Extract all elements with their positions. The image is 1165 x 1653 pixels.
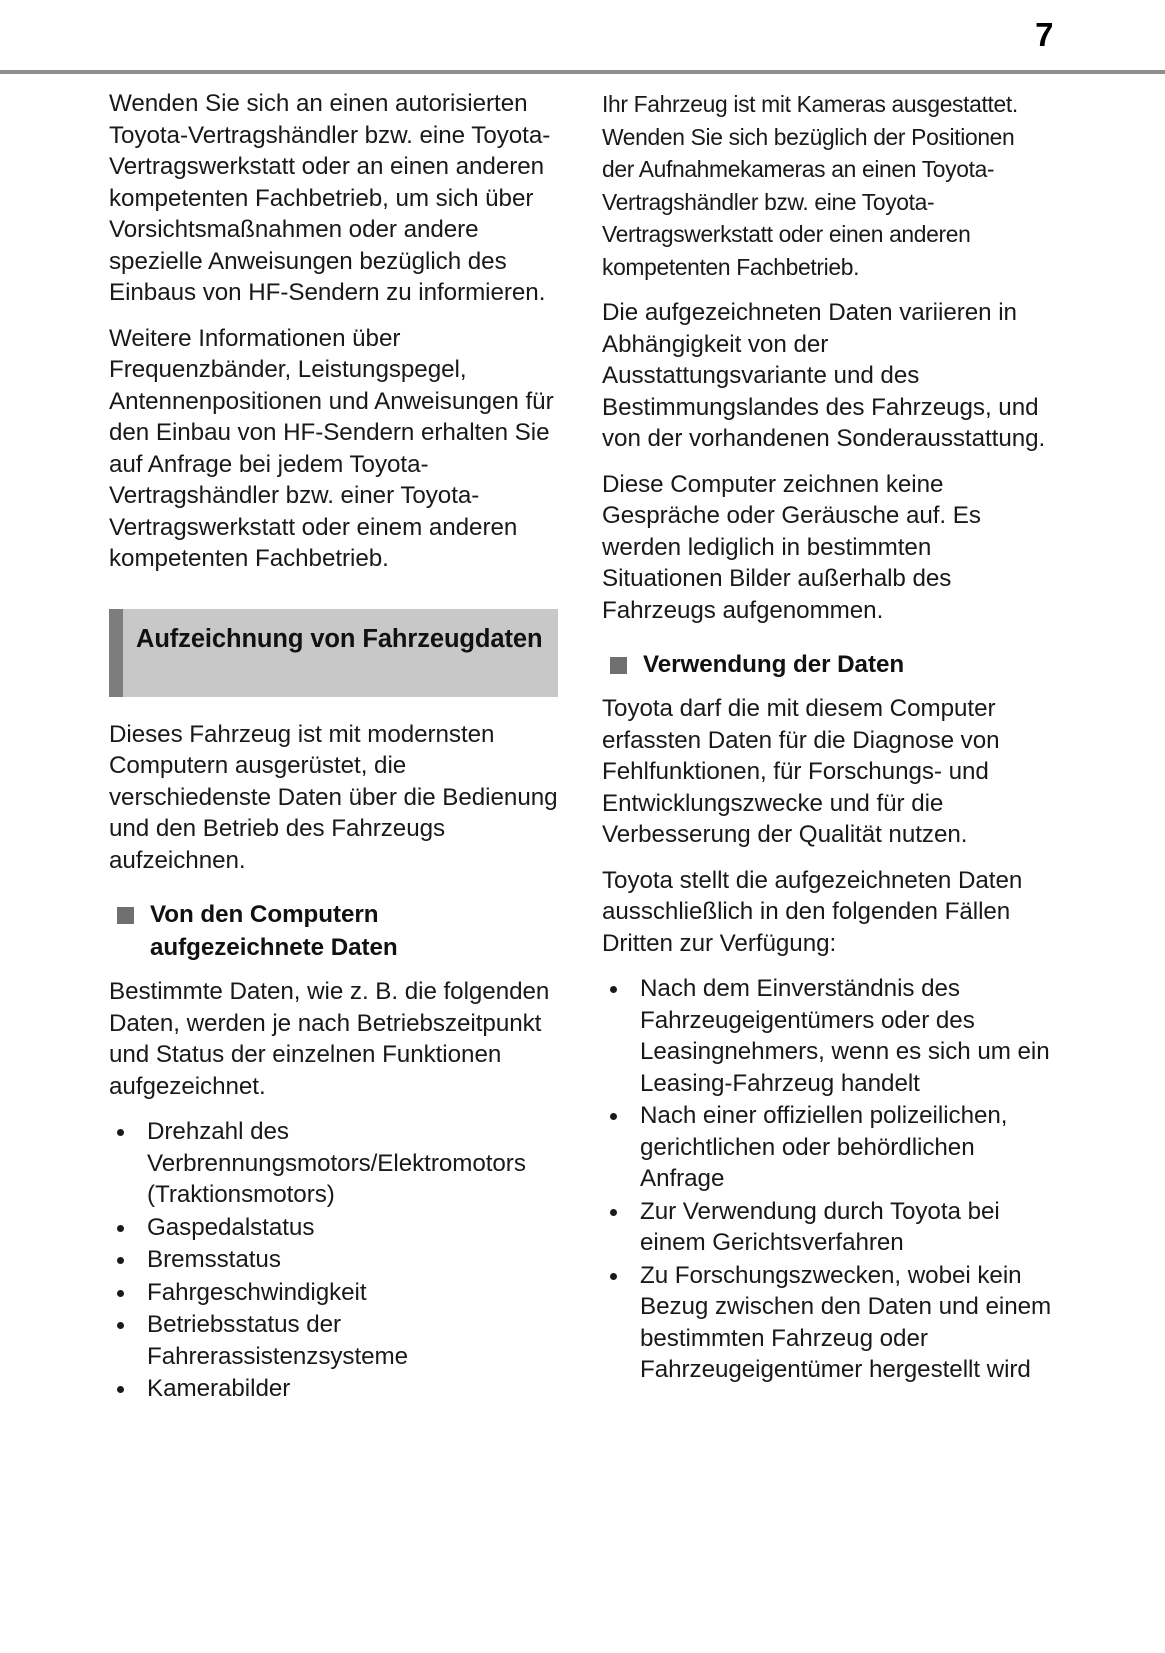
- list-item-text: Zur Verwendung durch Toyota bei einem Gerichtsverfahren: [640, 1197, 1000, 1256]
- paragraph: Die aufgezeichneten Daten variieren in Abhängigkeit von der Ausstattungsvariante und des Bestimmungslandes des Fahrzeugs, und von der vorhandenen Sonderausstattung.: [602, 299, 1046, 452]
- right-bullet-list: [602, 973, 1053, 1386]
- subsection-heading-title: Von den Computern aufgezeichnete Daten: [150, 901, 398, 961]
- list-item: [602, 1196, 1053, 1259]
- dot-bullet-icon: [117, 1290, 124, 1297]
- two-column-body: [0, 88, 1165, 1406]
- list-item: [109, 1277, 558, 1309]
- paragraph: Diese Computer zeichnen keine Gespräche oder Geräusche auf. Es werden lediglich in bestimmten Situationen Bilder außerhalb des Fahrzeugs aufgenommen.: [602, 470, 981, 624]
- dot-bullet-icon: [117, 1225, 124, 1232]
- dot-bullet-icon: [610, 986, 617, 993]
- list-item-text: Bremsstatus: [147, 1246, 281, 1273]
- subsection-heading-title: Verwendung der Daten: [643, 651, 905, 678]
- list-item-text: Zu Forschungszwecken, wobei kein Bezug zwischen den Daten und einem bestimmten Fahrzeug oder Fahrzeugeigentümer hergestellt wird: [640, 1261, 1052, 1383]
- paragraph: Weitere Informationen über Frequenzbänder, Leistungspegel, Antennenpositionen und Anweisungen für den Einbau von HF-Sendern erhalten Sie auf Anfrage bei jedem Toyota-Vertragshändler bzw. einer Toyota-Vertragswerkstatt oder einem anderen kompetenten Fachbetrieb.: [109, 324, 554, 572]
- list-item: [109, 1116, 558, 1211]
- section-heading-title: Aufzeichnung von Fahrzeugdaten: [136, 624, 543, 653]
- list-item: [109, 1244, 558, 1276]
- subsection-heading: [602, 648, 1053, 681]
- left-bullet-list: [109, 1116, 558, 1405]
- paragraph: Ihr Fahrzeug ist mit Kameras ausgestattet. Wenden Sie sich bezüglich der Positionen der Aufnahmekameras an einen Toyota-Vertragshändler bzw. eine Toyota-Vertragswerkstatt oder einen anderen kompetenten Fachbetrieb.: [602, 91, 1018, 280]
- list-item-text: Nach einer offiziellen polizeilichen, gerichtlichen oder behördlichen Anfrage: [640, 1102, 1008, 1192]
- dot-bullet-icon: [610, 1113, 617, 1120]
- square-bullet-icon: [117, 907, 134, 924]
- paragraph: Toyota stellt die aufgezeichneten Daten ausschließlich in den folgenden Fällen Dritten zur Verfügung:: [602, 866, 1023, 957]
- square-bullet-icon: [610, 657, 627, 674]
- list-item: [602, 973, 1053, 1099]
- list-item-text: Kamerabilder: [147, 1375, 291, 1402]
- dot-bullet-icon: [610, 1209, 617, 1216]
- list-item: [109, 1373, 558, 1405]
- list-item-text: Nach dem Einverständnis des Fahrzeugeigentümers oder des Leasingnehmers, wenn es sich um ein Leasing-Fahrzeug handelt: [640, 975, 1050, 1097]
- list-item: [602, 1260, 1053, 1386]
- list-item: [109, 1212, 558, 1244]
- dot-bullet-icon: [610, 1273, 617, 1280]
- dot-bullet-icon: [117, 1386, 124, 1393]
- paragraph: Bestimmte Daten, wie z. B. die folgenden Daten, werden je nach Betriebszeitpunkt und Status der einzelnen Funktionen aufgezeichnet.: [109, 978, 550, 1100]
- left-column: [109, 88, 558, 1406]
- list-item-text: Fahrgeschwindigkeit: [147, 1278, 367, 1306]
- header-divider-rule: [0, 70, 1165, 74]
- list-item-text: Drehzahl des Verbrennungsmotors/Elektromotors (Traktionsmotors): [147, 1118, 526, 1208]
- subsection-heading: [109, 898, 558, 964]
- list-item-text: Gaspedalstatus: [147, 1213, 315, 1241]
- list-item-text: Betriebsstatus der Fahrerassistenzsysteme: [147, 1311, 409, 1370]
- dot-bullet-icon: [117, 1322, 124, 1329]
- page-header: [0, 0, 1165, 72]
- paragraph: Toyota darf die mit diesem Computer erfassten Daten für die Diagnose von Fehlfunktionen, für Forschungs- und Entwicklungszwecke und für die Verbesserung der Qualität nutzen.: [602, 695, 1000, 848]
- paragraph: Wenden Sie sich an einen autorisierten Toyota-Vertragshändler bzw. eine Toyota-Vertragswerkstatt oder an einen anderen kompetenten Fachbetrieb, um sich über Vorsichtsmaßnahmen oder andere spezielle Anweisungen bezüglich des Einbaus von HF-Sendern zu informieren.: [109, 90, 551, 306]
- dot-bullet-icon: [117, 1129, 124, 1136]
- list-item: [602, 1100, 1053, 1195]
- page-number: 7: [1035, 16, 1053, 53]
- dot-bullet-icon: [117, 1257, 124, 1264]
- list-item: [109, 1309, 558, 1372]
- section-heading-box: [109, 609, 558, 697]
- paragraph: Dieses Fahrzeug ist mit modernsten Computern ausgerüstet, die verschiedenste Daten über die Bedienung und den Betrieb des Fahrzeugs aufzeichnen.: [109, 720, 558, 874]
- right-column: [602, 88, 1053, 1406]
